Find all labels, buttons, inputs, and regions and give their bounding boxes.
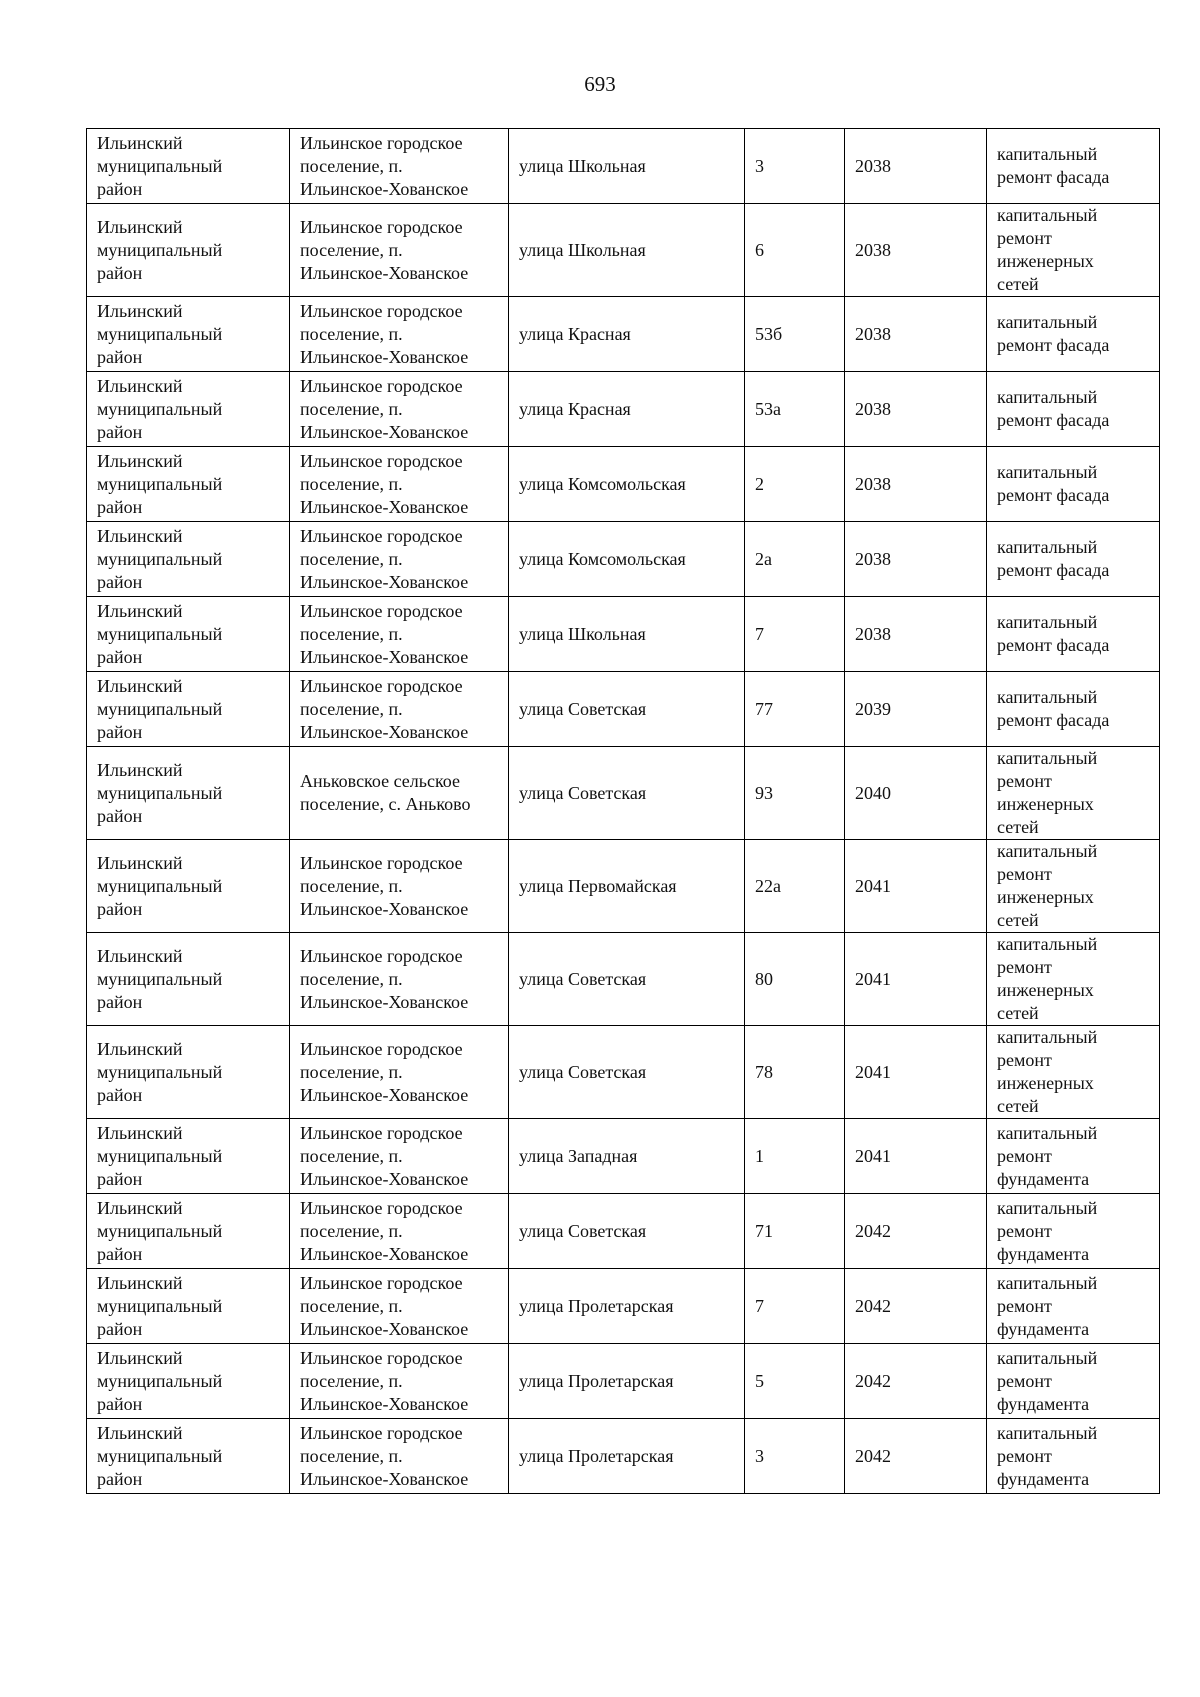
work-type-cell <box>987 1269 1160 1344</box>
district-cell-text: Ильинский муниципальный район <box>97 1422 223 1489</box>
work-type-cell-text: капитальный ремонт инженерных сетей <box>997 934 1098 1023</box>
settlement-cell <box>290 672 509 747</box>
street-cell-text: улица Школьная <box>519 239 646 260</box>
house-number-cell-text: 1 <box>755 1145 764 1166</box>
street-cell <box>509 747 745 840</box>
settlement-cell <box>290 1026 509 1119</box>
district-cell-text: Ильинский муниципальный район <box>97 1038 223 1105</box>
year-cell <box>845 747 987 840</box>
table-row <box>87 672 1160 747</box>
settlement-cell <box>290 1344 509 1419</box>
house-number-cell <box>745 840 845 933</box>
street-cell-text: улица Советская <box>519 698 647 719</box>
work-type-cell-text: капитальный ремонт фасада <box>997 144 1110 187</box>
house-number-cell-text: 53б <box>755 323 783 344</box>
work-type-cell <box>987 1026 1160 1119</box>
street-cell <box>509 129 745 204</box>
house-number-cell-text: 93 <box>755 782 773 803</box>
settlement-cell <box>290 204 509 297</box>
house-number-cell <box>745 372 845 447</box>
district-cell <box>87 1119 290 1194</box>
street-cell-text: улица Школьная <box>519 623 646 644</box>
settlement-cell <box>290 1119 509 1194</box>
page-number: 693 <box>584 72 616 96</box>
work-type-cell-text: капитальный ремонт фасада <box>997 312 1110 355</box>
street-cell-text: улица Советская <box>519 1061 647 1082</box>
table-row <box>87 522 1160 597</box>
house-number-cell <box>745 1269 845 1344</box>
work-type-cell <box>987 597 1160 672</box>
street-cell-text: улица Пролетарская <box>519 1445 674 1466</box>
district-cell-text: Ильинский муниципальный район <box>97 1347 223 1414</box>
registry-table-body <box>87 129 1160 1494</box>
house-number-cell <box>745 1344 845 1419</box>
work-type-cell-text: капитальный ремонт фундамента <box>997 1272 1098 1339</box>
street-cell-text: улица Красная <box>519 398 631 419</box>
work-type-cell <box>987 522 1160 597</box>
table-row <box>87 447 1160 522</box>
house-number-cell-text: 6 <box>755 239 764 260</box>
street-cell <box>509 1194 745 1269</box>
work-type-cell-text: капитальный ремонт инженерных сетей <box>997 841 1098 930</box>
year-cell-text: 2039 <box>855 698 891 719</box>
district-cell <box>87 747 290 840</box>
street-cell <box>509 840 745 933</box>
settlement-cell-text: Аньковское сельское поселение, с. Аньково <box>300 771 471 814</box>
settlement-cell <box>290 597 509 672</box>
district-cell <box>87 297 290 372</box>
street-cell <box>509 672 745 747</box>
settlement-cell <box>290 1269 509 1344</box>
street-cell <box>509 1119 745 1194</box>
work-type-cell <box>987 1194 1160 1269</box>
table-row <box>87 1419 1160 1494</box>
settlement-cell-text: Ильинское городское поселение, п. Ильинское-Хованское <box>300 1347 469 1414</box>
settlement-cell <box>290 297 509 372</box>
house-number-cell-text: 53а <box>755 398 781 419</box>
table-row <box>87 1344 1160 1419</box>
district-cell-text: Ильинский муниципальный район <box>97 375 223 442</box>
work-type-cell <box>987 372 1160 447</box>
year-cell <box>845 129 987 204</box>
district-cell <box>87 1269 290 1344</box>
work-type-cell-text: капитальный ремонт фасада <box>997 687 1110 730</box>
year-cell <box>845 840 987 933</box>
year-cell <box>845 672 987 747</box>
house-number-cell <box>745 129 845 204</box>
house-number-cell-text: 7 <box>755 623 764 644</box>
house-number-cell <box>745 747 845 840</box>
settlement-cell-text: Ильинское городское поселение, п. Ильинское-Хованское <box>300 1197 469 1264</box>
district-cell-text: Ильинский муниципальный район <box>97 945 223 1012</box>
house-number-cell <box>745 447 845 522</box>
year-cell-text: 2042 <box>855 1220 891 1241</box>
settlement-cell-text: Ильинское городское поселение, п. Ильинское-Хованское <box>300 852 469 919</box>
settlement-cell-text: Ильинское городское поселение, п. Ильинское-Хованское <box>300 1272 469 1339</box>
street-cell-text: улица Пролетарская <box>519 1295 674 1316</box>
settlement-cell-text: Ильинское городское поселение, п. Ильинское-Хованское <box>300 1038 469 1105</box>
work-type-cell <box>987 129 1160 204</box>
district-cell-text: Ильинский муниципальный район <box>97 525 223 592</box>
settlement-cell <box>290 1194 509 1269</box>
street-cell <box>509 204 745 297</box>
table-row <box>87 1194 1160 1269</box>
house-number-cell-text: 77 <box>755 698 773 719</box>
year-cell-text: 2041 <box>855 875 891 896</box>
street-cell-text: улица Советская <box>519 782 647 803</box>
district-cell <box>87 1344 290 1419</box>
district-cell <box>87 1419 290 1494</box>
year-cell <box>845 597 987 672</box>
work-type-cell <box>987 297 1160 372</box>
district-cell <box>87 933 290 1026</box>
year-cell-text: 2040 <box>855 782 891 803</box>
house-number-cell-text: 2 <box>755 473 764 494</box>
house-number-cell-text: 22а <box>755 875 781 896</box>
street-cell <box>509 1269 745 1344</box>
year-cell <box>845 204 987 297</box>
district-cell <box>87 672 290 747</box>
house-number-cell <box>745 672 845 747</box>
work-type-cell-text: капитальный ремонт инженерных сетей <box>997 1027 1098 1116</box>
house-number-cell <box>745 1194 845 1269</box>
year-cell <box>845 1344 987 1419</box>
work-type-cell-text: капитальный ремонт фасада <box>997 387 1110 430</box>
street-cell <box>509 1026 745 1119</box>
settlement-cell-text: Ильинское городское поселение, п. Ильинское-Хованское <box>300 450 469 517</box>
work-type-cell-text: капитальный ремонт фундамента <box>997 1122 1098 1189</box>
street-cell-text: улица Советская <box>519 1220 647 1241</box>
house-number-cell <box>745 597 845 672</box>
house-number-cell-text: 3 <box>755 155 764 176</box>
year-cell <box>845 447 987 522</box>
table-row <box>87 129 1160 204</box>
year-cell <box>845 1026 987 1119</box>
district-cell <box>87 129 290 204</box>
street-cell-text: улица Первомайская <box>519 875 677 896</box>
district-cell-text: Ильинский муниципальный район <box>97 450 223 517</box>
district-cell-text: Ильинский муниципальный район <box>97 216 223 283</box>
settlement-cell <box>290 522 509 597</box>
year-cell-text: 2041 <box>855 968 891 989</box>
house-number-cell-text: 2а <box>755 548 772 569</box>
work-type-cell <box>987 1119 1160 1194</box>
house-number-cell <box>745 204 845 297</box>
street-cell <box>509 597 745 672</box>
table-row <box>87 933 1160 1026</box>
year-cell <box>845 522 987 597</box>
year-cell <box>845 372 987 447</box>
settlement-cell <box>290 129 509 204</box>
settlement-cell <box>290 372 509 447</box>
district-cell-text: Ильинский муниципальный район <box>97 132 223 199</box>
district-cell <box>87 1026 290 1119</box>
work-type-cell-text: капитальный ремонт фундамента <box>997 1347 1098 1414</box>
year-cell-text: 2038 <box>855 473 891 494</box>
year-cell-text: 2038 <box>855 548 891 569</box>
year-cell <box>845 933 987 1026</box>
street-cell <box>509 297 745 372</box>
table-row <box>87 1269 1160 1344</box>
table-row <box>87 1119 1160 1194</box>
year-cell-text: 2038 <box>855 398 891 419</box>
year-cell <box>845 1119 987 1194</box>
house-number-cell-text: 5 <box>755 1370 764 1391</box>
district-cell-text: Ильинский муниципальный район <box>97 1197 223 1264</box>
street-cell-text: улица Школьная <box>519 155 646 176</box>
district-cell <box>87 1194 290 1269</box>
house-number-cell-text: 7 <box>755 1295 764 1316</box>
district-cell <box>87 447 290 522</box>
street-cell-text: улица Советская <box>519 968 647 989</box>
street-cell-text: улица Западная <box>519 1145 638 1166</box>
work-type-cell <box>987 204 1160 297</box>
district-cell-text: Ильинский муниципальный район <box>97 675 223 742</box>
street-cell <box>509 522 745 597</box>
house-number-cell <box>745 1419 845 1494</box>
house-number-cell <box>745 1026 845 1119</box>
year-cell-text: 2038 <box>855 239 891 260</box>
house-number-cell-text: 78 <box>755 1061 773 1082</box>
settlement-cell-text: Ильинское городское поселение, п. Ильинское-Хованское <box>300 525 469 592</box>
settlement-cell <box>290 447 509 522</box>
house-number-cell-text: 80 <box>755 968 773 989</box>
settlement-cell <box>290 747 509 840</box>
settlement-cell-text: Ильинское городское поселение, п. Ильинское-Хованское <box>300 1122 469 1189</box>
settlement-cell-text: Ильинское городское поселение, п. Ильинское-Хованское <box>300 132 469 199</box>
district-cell <box>87 204 290 297</box>
house-number-cell <box>745 522 845 597</box>
settlement-cell-text: Ильинское городское поселение, п. Ильинское-Хованское <box>300 600 469 667</box>
house-number-cell <box>745 297 845 372</box>
house-number-cell <box>745 933 845 1026</box>
table-row <box>87 840 1160 933</box>
year-cell <box>845 297 987 372</box>
table-row <box>87 372 1160 447</box>
street-cell <box>509 933 745 1026</box>
district-cell <box>87 522 290 597</box>
street-cell-text: улица Комсомольская <box>519 473 686 494</box>
district-cell-text: Ильинский муниципальный район <box>97 1272 223 1339</box>
work-type-cell <box>987 1344 1160 1419</box>
work-type-cell <box>987 447 1160 522</box>
work-type-cell-text: капитальный ремонт инженерных сетей <box>997 748 1098 837</box>
year-cell-text: 2041 <box>855 1061 891 1082</box>
table-row <box>87 204 1160 297</box>
table-row <box>87 297 1160 372</box>
street-cell <box>509 447 745 522</box>
year-cell-text: 2038 <box>855 623 891 644</box>
district-cell <box>87 597 290 672</box>
year-cell <box>845 1194 987 1269</box>
district-cell-text: Ильинский муниципальный район <box>97 300 223 367</box>
year-cell <box>845 1419 987 1494</box>
house-number-cell <box>745 1119 845 1194</box>
year-cell-text: 2042 <box>855 1370 891 1391</box>
year-cell-text: 2041 <box>855 1145 891 1166</box>
work-type-cell-text: капитальный ремонт фасада <box>997 612 1110 655</box>
work-type-cell <box>987 747 1160 840</box>
district-cell <box>87 840 290 933</box>
street-cell-text: улица Комсомольская <box>519 548 686 569</box>
year-cell-text: 2038 <box>855 155 891 176</box>
settlement-cell <box>290 933 509 1026</box>
street-cell-text: улица Красная <box>519 323 631 344</box>
work-type-cell-text: капитальный ремонт инженерных сетей <box>997 205 1098 294</box>
house-number-cell-text: 3 <box>755 1445 764 1466</box>
settlement-cell-text: Ильинское городское поселение, п. Ильинское-Хованское <box>300 300 469 367</box>
table-row <box>87 597 1160 672</box>
district-cell-text: Ильинский муниципальный район <box>97 852 223 919</box>
work-type-cell-text: капитальный ремонт фасада <box>997 462 1110 505</box>
year-cell-text: 2038 <box>855 323 891 344</box>
work-type-cell <box>987 933 1160 1026</box>
work-type-cell <box>987 672 1160 747</box>
district-cell-text: Ильинский муниципальный район <box>97 1122 223 1189</box>
district-cell <box>87 372 290 447</box>
work-type-cell-text: капитальный ремонт фундамента <box>997 1422 1098 1489</box>
district-cell-text: Ильинский муниципальный район <box>97 759 223 826</box>
year-cell-text: 2042 <box>855 1295 891 1316</box>
work-type-cell <box>987 1419 1160 1494</box>
work-type-cell-text: капитальный ремонт фасада <box>997 537 1110 580</box>
settlement-cell-text: Ильинское городское поселение, п. Ильинское-Хованское <box>300 1422 469 1489</box>
year-cell <box>845 1269 987 1344</box>
table-row <box>87 747 1160 840</box>
house-number-cell-text: 71 <box>755 1220 773 1241</box>
street-cell <box>509 1344 745 1419</box>
table-row <box>87 1026 1160 1119</box>
settlement-cell-text: Ильинское городское поселение, п. Ильинское-Хованское <box>300 675 469 742</box>
street-cell <box>509 372 745 447</box>
street-cell <box>509 1419 745 1494</box>
year-cell-text: 2042 <box>855 1445 891 1466</box>
district-cell-text: Ильинский муниципальный район <box>97 600 223 667</box>
settlement-cell-text: Ильинское городское поселение, п. Ильинское-Хованское <box>300 375 469 442</box>
settlement-cell-text: Ильинское городское поселение, п. Ильинское-Хованское <box>300 216 469 283</box>
registry-table <box>86 128 1160 1494</box>
settlement-cell <box>290 1419 509 1494</box>
work-type-cell <box>987 840 1160 933</box>
settlement-cell-text: Ильинское городское поселение, п. Ильинское-Хованское <box>300 945 469 1012</box>
work-type-cell-text: капитальный ремонт фундамента <box>997 1197 1098 1264</box>
settlement-cell <box>290 840 509 933</box>
street-cell-text: улица Пролетарская <box>519 1370 674 1391</box>
